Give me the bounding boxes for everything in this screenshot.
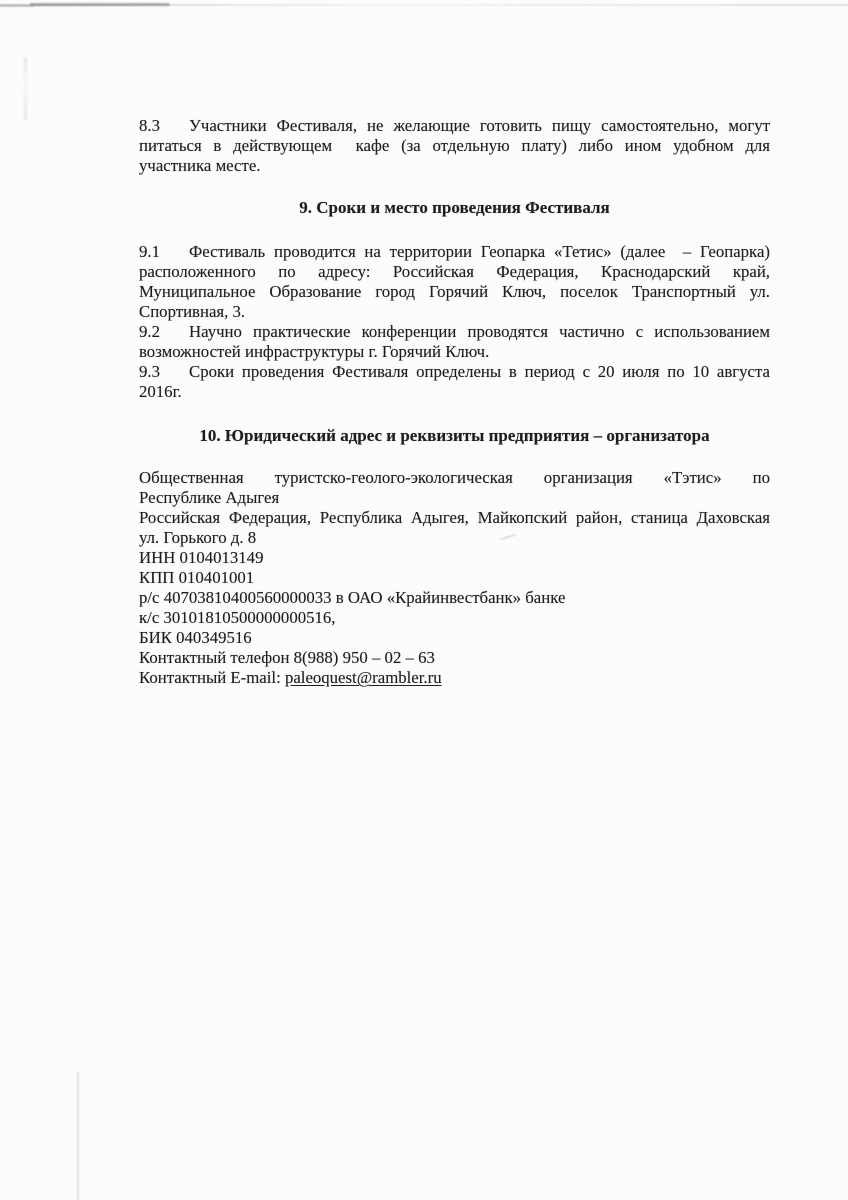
paragraph-9-1 [139,242,770,322]
scan-top-edge-artifact [0,4,848,6]
email-address: paleoquest@rambler.ru [284,668,442,687]
org-name-line-2: Республике Адыгея [139,488,280,507]
text-line: участника месте. [139,156,261,175]
section-10-heading: 10. Юридический адрес и реквизиты предприятия – организатора [199,426,710,445]
settlement-account-line: р/с 40703810400560000033 в ОАО «Крайинвестбанк» банке [139,588,566,607]
text-line: возможностей инфраструктуры г. Горячий Ключ. [139,342,490,361]
scan-corner-left-mark [0,5,34,7]
text-line [139,322,770,342]
text-line [139,362,770,382]
text-line: расположенного по адресу: Российская Федерация, Краснодарский край, [139,262,770,281]
section-9-heading: 9. Сроки и место проведения Фестиваля [299,198,610,217]
inn-line: ИНН 0104013149 [139,548,264,567]
org-name-line-1: Общественная туристско-геолого-экологическая организация «Тэтис» по [139,468,770,487]
clause-number: 9.3 [139,362,160,381]
organization-details [139,468,770,688]
clause-number: 9.1 [139,242,160,261]
paragraph-9-3 [139,362,770,402]
text-run: Фестиваль проводится на территории Геопарка «Тетис» (далее – Геопарка) [189,242,770,261]
scan-bottom-line-artifact [77,1072,79,1200]
paragraph-9-2 [139,322,770,362]
phone-line: Контактный телефон 8(988) 950 – 02 – 63 [139,648,435,667]
bik-line: БИК 040349516 [139,628,252,647]
org-address-line-1: Российская Федерация, Республика Адыгея, Майкопский район, станица Даховская [139,508,770,527]
text-run: Сроки проведения Фестиваля определены в период с 20 июля по 10 августа [189,362,770,381]
text-line: 2016г. [139,382,182,401]
document-content [139,116,770,688]
paragraph-8-3 [139,116,770,176]
email-label: Контактный E-mail: [139,668,285,687]
clause-number: 8.3 [139,116,160,135]
text-line: Муниципальное Образование город Горячий Ключ, поселок Транспортный ул. [139,282,770,301]
kpp-line: КПП 010401001 [139,568,255,587]
text-run: Участники Фестиваля, не желающие готовить пищу самостоятельно, могут [189,116,770,135]
text-run: Научно практические конференции проводятся частично с использованием [189,322,770,341]
text-line: Спортивная, 3. [139,302,246,321]
text-line [139,116,770,136]
email-line [139,668,770,688]
scan-corner-mark [30,3,170,6]
text-line: питаться в действующем кафе (за отдельную плату) либо ином удобном для [139,136,770,155]
org-address-line-2: ул. Горького д. 8 [139,528,257,547]
text-line [139,242,770,262]
scan-left-speck [24,58,27,120]
corr-account-line: к/с 30101810500000000516, [139,608,336,627]
clause-number: 9.2 [139,322,160,341]
